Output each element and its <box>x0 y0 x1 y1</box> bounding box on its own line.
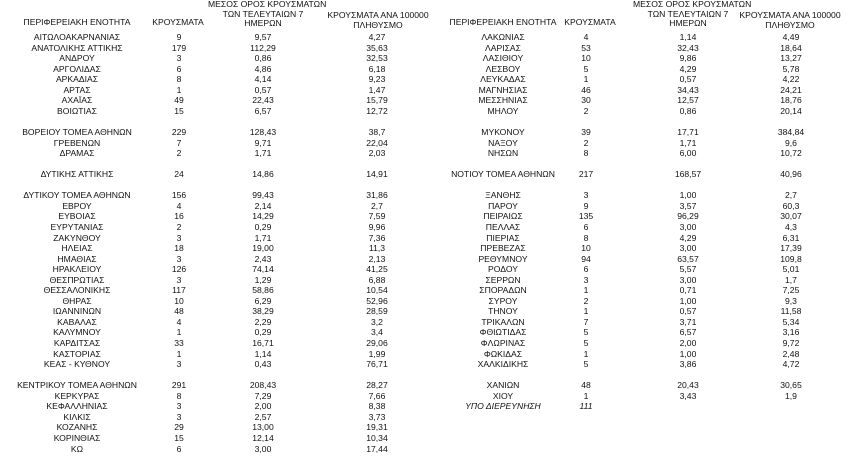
left-cell-region: ΑΝΔΡΟΥ <box>59 53 95 64</box>
right-cell-region: ΠΙΕΡΙΑΣ <box>486 232 520 243</box>
right-cell-per100k: 109,8 <box>780 253 802 264</box>
left-cell-avg7: 99,43 <box>252 190 274 201</box>
right-cell-cases: 2 <box>583 295 589 306</box>
left-cell-per100k: 2,7 <box>371 200 383 211</box>
right-cell-per100k: 5,78 <box>782 63 800 74</box>
right-cell-region: ΡΕΘΥΜΝΟΥ <box>478 253 528 264</box>
left-cell-cases: 3 <box>176 274 182 285</box>
left-cell-avg7: 12,14 <box>252 432 274 443</box>
left-cell-region: ΙΩΑΝΝΙΝΩΝ <box>52 306 102 317</box>
right-cell-per100k: 9,6 <box>785 137 797 148</box>
left-cell-cases: 3 <box>176 411 182 422</box>
left-cell-region: ΑΡΚΑΔΙΑΣ <box>55 74 99 85</box>
left-cell-per100k: 10,34 <box>366 432 388 443</box>
right-cell-avg7: 0,57 <box>679 74 697 85</box>
right-cell-cases: 7 <box>583 316 589 327</box>
left-cell-avg7: 0,29 <box>254 221 272 232</box>
left-cell-region: ΚΕΡΚΥΡΑΣ <box>54 390 100 401</box>
left-cell-region: ΚΙΛΚΙΣ <box>63 411 91 422</box>
right-cell-region: ΥΠΟ ΔΙΕΡΕΥΝΗΣΗ <box>465 401 541 412</box>
right-cell-region: ΠΕΛΛΑΣ <box>485 221 521 232</box>
left-header-per100k <box>323 11 433 30</box>
left-cell-region: ΔΡΑΜΑΣ <box>59 148 95 159</box>
left-cell-per100k: 2,13 <box>368 253 386 264</box>
right-cell-region: ΡΟΔΟΥ <box>488 264 518 275</box>
right-cell-cases: 10 <box>581 53 591 64</box>
left-cell-avg7: 208,43 <box>249 380 277 391</box>
right-cell-per100k: 4,3 <box>785 221 797 232</box>
right-cell-region: ΧΑΛΚΙΔΙΚΗΣ <box>477 359 529 370</box>
right-cell-avg7: 1,00 <box>679 348 697 359</box>
left-cell-per100k: 19,31 <box>366 422 388 433</box>
left-cell-avg7: 1,71 <box>254 232 272 243</box>
left-cell-region: ΚΟΖΑΝΗΣ <box>56 422 98 433</box>
left-cell-cases: 4 <box>176 316 182 327</box>
right-cell-per100k: 4,72 <box>782 359 800 370</box>
left-cell-per100k: 15,79 <box>366 95 388 106</box>
right-cell-cases: 1 <box>583 74 589 85</box>
left-cell-cases: 18 <box>174 243 184 253</box>
left-cell-cases: 1 <box>176 327 182 338</box>
right-cell-per100k: 60,3 <box>782 200 800 211</box>
left-cell-region: ΒΟΙΩΤΙΑΣ <box>57 105 97 116</box>
left-cell-region: ΗΡΑΚΛΕΙΟΥ <box>52 264 102 275</box>
right-cell-per100k: 2,7 <box>785 190 797 201</box>
right-cell-cases: 1 <box>583 306 589 317</box>
left-cell-cases: 156 <box>171 190 187 201</box>
left-cell-region: ΘΗΡΑΣ <box>62 295 92 306</box>
left-cell-per100k: 11,3 <box>368 243 386 253</box>
right-cell-per100k: 384,84 <box>777 127 805 137</box>
right-cell-per100k: 6,31 <box>782 232 800 243</box>
right-cell-avg7: 2,00 <box>679 338 697 348</box>
right-cell-per100k: 1,7 <box>785 274 797 285</box>
right-cell-per100k: 7,25 <box>782 285 800 296</box>
left-cell-region: ΕΒΡΟΥ <box>62 200 92 211</box>
right-cell-per100k: 3,16 <box>782 327 800 338</box>
right-cell-region: ΜΕΣΣΗΝΙΑΣ <box>478 95 528 106</box>
left-cell-cases: 8 <box>176 74 182 85</box>
right-cell-cases: 3 <box>583 190 589 201</box>
right-cell-per100k: 18,64 <box>780 42 802 53</box>
right-cell-region: ΠΕΙΡΑΙΩΣ <box>483 211 523 222</box>
right-cell-region: ΞΑΝΘΗΣ <box>485 190 521 201</box>
right-cell-avg7: 3,57 <box>679 200 697 211</box>
left-cell-per100k: 7,66 <box>368 390 386 401</box>
left-cell-avg7: 128,43 <box>249 127 277 137</box>
left-header-avg7-line2: ΤΩΝ ΤΕΛΕΥΤΑΙΩΝ 7 <box>222 8 304 19</box>
right-cell-region: ΤΡΙΚΑΛΩΝ <box>481 316 525 327</box>
left-cell-avg7: 112,29 <box>250 42 276 53</box>
left-cell-region: ΕΥΡΥΤΑΝΙΑΣ <box>50 221 104 232</box>
left-cell-per100k: 12,72 <box>366 105 388 116</box>
left-cell-region: ΚΕΝΤΡΙΚΟΥ ΤΟΜΕΑ ΑΘΗΝΩΝ <box>17 380 137 391</box>
left-cell-per100k: 1,47 <box>368 84 386 95</box>
right-cell-avg7: 3,43 <box>679 390 697 401</box>
left-cell-region: ΑΡΓΟΛΙΔΑΣ <box>53 63 101 74</box>
left-cell-cases: 3 <box>176 359 182 370</box>
left-cell-avg7: 3,00 <box>254 443 272 454</box>
left-cell-region: ΚΕΦΑΛΛΗΝΙΑΣ <box>46 401 108 412</box>
left-header-per100k-line2: ΠΛΗΘΥΣΜΟ <box>353 19 403 30</box>
right-cell-avg7: 3,00 <box>679 221 697 232</box>
right-cell-cases: 217 <box>578 169 594 180</box>
right-cell-cases: 94 <box>581 253 591 264</box>
right-cell-cases: 8 <box>583 232 589 243</box>
left-cell-avg7: 16,71 <box>252 338 274 348</box>
left-cell-cases: 179 <box>171 42 187 53</box>
left-cell-avg7: 58,86 <box>252 285 274 296</box>
left-cell-per100k: 38,7 <box>368 127 386 137</box>
left-cell-region: ΕΥΒΟΙΑΣ <box>58 211 96 222</box>
right-header-per100k-line2: ΠΛΗΘΥΣΜΟ <box>765 19 815 30</box>
left-cell-per100k: 28,59 <box>366 306 388 317</box>
left-cell-avg7: 0,86 <box>254 53 272 64</box>
right-cell-per100k: 24,21 <box>780 84 802 95</box>
right-cell-per100k: 9,72 <box>782 338 800 348</box>
right-cell-avg7: 20,43 <box>677 380 699 391</box>
right-cell-per100k: 2,48 <box>782 348 800 359</box>
right-header-cases: ΚΡΟΥΣΜΑΤΑ <box>564 17 616 27</box>
right-cell-region: ΜΗΛΟΥ <box>487 105 519 116</box>
left-cell-avg7: 2,29 <box>254 316 272 327</box>
left-cell-avg7: 6,29 <box>254 295 272 306</box>
left-cell-region: ΘΕΣΠΡΩΤΙΑΣ <box>49 274 105 285</box>
right-header-avg7-line3: ΗΜΕΡΩΝ <box>669 18 707 29</box>
left-cell-region: ΖΑΚΥΝΘΟΥ <box>53 232 101 243</box>
left-cell-avg7: 9,71 <box>254 137 272 148</box>
right-cell-per100k: 1,9 <box>785 390 797 401</box>
right-cell-avg7: 32,43 <box>677 42 699 53</box>
left-cell-cases: 6 <box>176 63 182 74</box>
right-cell-cases: 2 <box>583 137 589 148</box>
left-cell-region: ΚΟΡΙΝΘΙΑΣ <box>53 432 101 443</box>
left-cell-per100k: 6,18 <box>368 63 386 74</box>
right-cell-avg7: 6,57 <box>679 327 697 338</box>
left-cell-region: ΑΧΑΪΑΣ <box>61 95 93 106</box>
right-cell-cases: 6 <box>583 264 589 275</box>
right-cell-region: ΜΑΓΝΗΣΙΑΣ <box>478 84 528 95</box>
right-cell-avg7: 34,43 <box>677 84 699 95</box>
left-cell-per100k: 1,99 <box>368 348 386 359</box>
left-cell-cases: 33 <box>174 338 184 348</box>
left-cell-cases: 49 <box>174 95 184 106</box>
left-cell-per100k: 76,71 <box>366 359 388 370</box>
left-cell-avg7: 0,57 <box>254 84 272 95</box>
left-cell-avg7: 22,43 <box>252 95 274 106</box>
left-cell-cases: 9 <box>176 32 182 42</box>
left-cell-cases: 8 <box>176 390 182 401</box>
left-cell-cases: 3 <box>176 232 182 243</box>
right-cell-per100k: 4,49 <box>782 32 800 42</box>
right-cell-avg7: 12,57 <box>677 95 699 106</box>
left-cell-avg7: 2,57 <box>254 411 272 422</box>
left-cell-per100k: 7,59 <box>368 211 386 222</box>
right-cell-per100k: 18,76 <box>780 95 802 106</box>
right-cell-region: ΦΛΩΡΙΝΑΣ <box>480 338 526 348</box>
right-cell-cases: 9 <box>583 200 589 211</box>
left-cell-per100k: 35,63 <box>366 42 388 53</box>
right-cell-region: ΤΗΝΟΥ <box>488 306 518 317</box>
left-cell-cases: 7 <box>176 137 182 148</box>
left-header-avg7 <box>208 0 327 29</box>
right-cell-region: ΛΕΣΒΟΥ <box>485 63 521 74</box>
left-cell-avg7: 1,71 <box>254 148 272 159</box>
right-cell-cases: 30 <box>581 95 591 106</box>
left-cell-cases: 1 <box>176 84 182 95</box>
right-cell-per100k: 13,27 <box>780 53 802 64</box>
right-cell-cases: 10 <box>581 243 591 253</box>
left-cell-avg7: 19,00 <box>252 243 274 253</box>
left-cell-per100k: 8,38 <box>368 401 386 412</box>
left-cell-avg7: 6,57 <box>254 105 272 116</box>
left-cell-region: ΒΟΡΕΙΟΥ ΤΟΜΕΑ ΑΘΗΝΩΝ <box>22 127 132 137</box>
right-cell-cases: 4 <box>583 32 589 42</box>
right-cell-region: ΝΗΣΩΝ <box>487 148 519 159</box>
left-cell-per100k: 32,53 <box>366 53 388 64</box>
right-cell-cases: 5 <box>583 63 589 74</box>
left-cell-per100k: 31,86 <box>366 190 388 201</box>
left-cell-cases: 2 <box>176 148 182 159</box>
right-cell-per100k: 5,01 <box>782 264 800 275</box>
right-cell-cases: 3 <box>583 274 589 285</box>
left-cell-cases: 126 <box>171 264 187 275</box>
right-cell-per100k: 30,07 <box>780 211 802 222</box>
left-cell-per100k: 6,88 <box>368 274 386 285</box>
right-cell-cases: 135 <box>578 211 594 222</box>
right-header-avg7-line1: ΜΕΣΟΣ ΟΡΟΣ ΚΡΟΥΣΜΑΤΩΝ <box>633 0 752 9</box>
right-cell-per100k: 4,22 <box>782 74 800 85</box>
left-cell-per100k: 3,4 <box>371 327 383 338</box>
left-cell-region: ΔΥΤΙΚΟΥ ΤΟΜΕΑ ΑΘΗΝΩΝ <box>23 190 131 201</box>
right-cell-region: ΜΥΚΟΝΟΥ <box>481 127 525 137</box>
right-cell-avg7: 0,57 <box>679 306 697 317</box>
right-cell-per100k: 10,72 <box>780 148 802 159</box>
left-cell-region: ΚΕΑΣ - ΚΥΘΝΟΥ <box>43 359 111 370</box>
left-header-per100k-line1: ΚΡΟΥΣΜΑΤΑ ΑΝΑ 100000 <box>327 10 429 20</box>
left-cell-region: ΚΩ <box>70 443 84 454</box>
right-cell-cases: 8 <box>583 148 589 159</box>
left-cell-cases: 4 <box>176 200 182 211</box>
left-cell-cases: 291 <box>171 380 187 391</box>
left-cell-avg7: 7,29 <box>254 390 272 401</box>
left-cell-cases: 3 <box>176 53 182 64</box>
left-cell-cases: 1 <box>176 348 182 359</box>
right-cell-per100k: 5,34 <box>782 316 800 327</box>
right-cell-avg7: 0,71 <box>679 285 697 296</box>
right-cell-region: ΛΑΣΙΘΙΟΥ <box>482 53 524 64</box>
left-cell-per100k: 3,73 <box>368 411 386 422</box>
left-cell-per100k: 9,23 <box>368 74 386 85</box>
right-cell-cases: 1 <box>583 285 589 296</box>
left-cell-region: ΑΙΤΩΛΟΑΚΑΡΝΑΝΙΑΣ <box>33 32 121 42</box>
right-cell-avg7: 4,29 <box>679 232 697 243</box>
left-cell-cases: 229 <box>171 127 187 137</box>
right-cell-avg7: 4,29 <box>679 63 697 74</box>
right-cell-cases: 1 <box>583 348 589 359</box>
right-cell-region: ΝΟΤΙΟΥ ΤΟΜΕΑ ΑΘΗΝΩΝ <box>451 169 555 180</box>
right-cell-cases: 6 <box>583 221 589 232</box>
right-cell-cases: 39 <box>581 127 591 137</box>
left-cell-avg7: 13,00 <box>252 422 274 433</box>
left-header-avg7-line1: ΜΕΣΟΣ ΟΡΟΣ ΚΡΟΥΣΜΑΤΩΝ <box>208 0 327 9</box>
left-cell-cases: 15 <box>174 105 184 116</box>
left-header-cases: ΚΡΟΥΣΜΑΤΑ <box>152 17 204 27</box>
right-cell-cases: 1 <box>583 390 589 401</box>
left-cell-avg7: 0,43 <box>254 359 272 370</box>
left-cell-cases: 6 <box>176 443 182 454</box>
left-cell-cases: 3 <box>176 401 182 412</box>
right-cell-per100k: 11,58 <box>780 306 802 317</box>
right-cell-avg7: 63,57 <box>677 253 699 264</box>
right-cell-avg7: 1,14 <box>679 32 697 42</box>
right-cell-region: ΣΥΡΟΥ <box>488 295 518 306</box>
right-cell-avg7: 6,00 <box>679 148 697 159</box>
left-cell-avg7: 0,29 <box>254 327 272 338</box>
left-cell-per100k: 4,27 <box>368 32 386 42</box>
right-cell-avg7: 1,00 <box>679 190 697 201</box>
left-cell-per100k: 9,96 <box>368 221 386 232</box>
right-cell-region: ΝΑΞΟΥ <box>488 137 518 148</box>
left-cell-avg7: 38,29 <box>252 306 274 317</box>
right-cell-per100k: 20,14 <box>780 105 802 116</box>
right-cell-cases: 5 <box>583 359 589 370</box>
right-cell-avg7: 0,86 <box>679 105 697 116</box>
right-header-region: ΠΕΡΙΦΕΡΕΙΑΚΗ ΕΝΟΤΗΤΑ <box>449 17 557 27</box>
left-cell-cases: 10 <box>174 295 184 306</box>
right-cell-avg7: 3,00 <box>679 243 697 253</box>
right-cell-cases: 5 <box>583 327 589 338</box>
right-cell-cases: 111 <box>579 401 593 412</box>
right-cell-avg7: 9,86 <box>679 53 697 64</box>
right-cell-region: ΧΑΝΙΩΝ <box>486 380 520 391</box>
left-cell-region: ΗΛΕΙΑΣ <box>61 243 93 253</box>
left-cell-per100k: 2,03 <box>368 148 386 159</box>
right-cell-cases: 53 <box>581 42 591 53</box>
right-header-per100k <box>735 11 845 30</box>
left-cell-cases: 48 <box>174 306 184 317</box>
left-header-region: ΠΕΡΙΦΕΡΕΙΑΚΗ ΕΝΟΤΗΤΑ <box>23 17 131 27</box>
right-cell-avg7: 17,71 <box>677 127 699 137</box>
right-cell-cases: 5 <box>583 338 589 348</box>
right-header-per100k-line1: ΚΡΟΥΣΜΑΤΑ ΑΝΑ 100000 <box>739 10 841 20</box>
left-cell-region: ΚΑΣΤΟΡΙΑΣ <box>53 348 101 359</box>
left-cell-avg7: 4,14 <box>254 74 272 85</box>
left-cell-per100k: 29,06 <box>366 338 388 348</box>
left-cell-avg7: 4,86 <box>254 63 272 74</box>
right-cell-per100k: 17,39 <box>780 243 802 253</box>
right-cell-region: ΛΑΚΩΝΙΑΣ <box>481 32 525 42</box>
left-cell-cases: 16 <box>174 211 184 222</box>
left-cell-region: ΑΝΑΤΟΛΙΚΗΣ ΑΤΤΙΚΗΣ <box>31 42 123 53</box>
right-cell-cases: 2 <box>583 105 589 116</box>
right-cell-avg7: 168,57 <box>674 169 702 180</box>
right-cell-region: ΠΑΡΟΥ <box>488 200 518 211</box>
left-cell-per100k: 3,2 <box>371 316 383 327</box>
left-cell-per100k: 14,91 <box>366 169 388 180</box>
left-cell-avg7: 74,14 <box>252 264 274 275</box>
left-cell-region: ΘΕΣΣΑΛΟΝΙΚΗΣ <box>43 285 111 296</box>
left-header-avg7-line3: ΗΜΕΡΩΝ <box>244 18 282 29</box>
left-cell-region: ΗΜΑΘΙΑΣ <box>57 253 97 264</box>
right-cell-region: ΛΕΥΚΑΔΑΣ <box>480 74 526 85</box>
left-cell-per100k: 22,04 <box>366 137 388 148</box>
right-cell-avg7: 3,00 <box>679 274 697 285</box>
left-cell-avg7: 14,86 <box>252 169 274 180</box>
right-cell-avg7: 1,71 <box>679 137 697 148</box>
right-header-avg7 <box>633 0 752 29</box>
right-cell-region: ΦΩΚΙΔΑΣ <box>483 348 523 359</box>
left-cell-cases: 29 <box>174 422 184 433</box>
left-cell-per100k: 52,96 <box>366 295 388 306</box>
left-cell-per100k: 41,25 <box>366 264 388 275</box>
right-header-avg7-line2: ΤΩΝ ΤΕΛΕΥΤΑΙΩΝ 7 <box>647 8 729 19</box>
left-cell-per100k: 10,54 <box>366 285 388 296</box>
right-cell-avg7: 96,29 <box>677 211 699 222</box>
right-cell-cases: 48 <box>581 380 591 391</box>
right-cell-region: ΣΕΡΡΩΝ <box>485 274 521 285</box>
right-cell-avg7: 3,71 <box>679 316 697 327</box>
left-cell-region: ΑΡΤΑΣ <box>63 84 91 95</box>
right-cell-per100k: 9,3 <box>785 295 797 306</box>
left-cell-region: ΚΑΡΔΙΤΣΑΣ <box>53 338 101 348</box>
right-cell-avg7: 1,00 <box>679 295 697 306</box>
left-cell-cases: 15 <box>174 432 184 443</box>
left-cell-avg7: 14,29 <box>252 211 274 222</box>
left-cell-region: ΔΥΤΙΚΗΣ ΑΤΤΙΚΗΣ <box>40 169 114 180</box>
left-cell-cases: 3 <box>176 253 182 264</box>
right-cell-region: ΛΑΡΙΣΑΣ <box>485 42 521 53</box>
right-cell-region: ΧΙΟΥ <box>492 390 514 401</box>
left-cell-region: ΚΑΒΑΛΑΣ <box>57 316 97 327</box>
left-cell-region: ΚΑΛΥΜΝΟΥ <box>53 327 101 338</box>
right-cell-avg7: 3,86 <box>679 359 697 370</box>
right-cell-region: ΠΡΕΒΕΖΑΣ <box>480 243 526 253</box>
left-cell-avg7: 1,29 <box>254 274 272 285</box>
right-cell-region: ΦΘΙΩΤΙΔΑΣ <box>479 327 527 338</box>
right-cell-per100k: 40,96 <box>780 169 802 180</box>
left-cell-per100k: 7,36 <box>368 232 386 243</box>
left-cell-cases: 2 <box>176 221 182 232</box>
right-cell-per100k: 30,65 <box>780 380 802 391</box>
left-cell-avg7: 2,00 <box>254 401 272 412</box>
right-cell-region: ΣΠΟΡΑΔΩΝ <box>479 285 527 296</box>
left-cell-per100k: 17,44 <box>366 443 388 454</box>
left-cell-avg7: 9,57 <box>254 32 272 42</box>
left-cell-avg7: 1,14 <box>254 348 272 359</box>
right-cell-avg7: 5,57 <box>679 264 697 275</box>
left-cell-cases: 117 <box>172 285 186 296</box>
left-cell-avg7: 2,43 <box>254 253 272 264</box>
right-cell-cases: 46 <box>581 84 591 95</box>
left-cell-avg7: 2,14 <box>254 200 272 211</box>
left-cell-region: ΓΡΕΒΕΝΩΝ <box>53 137 101 148</box>
left-cell-per100k: 28,27 <box>366 380 388 391</box>
left-cell-cases: 24 <box>174 169 184 180</box>
